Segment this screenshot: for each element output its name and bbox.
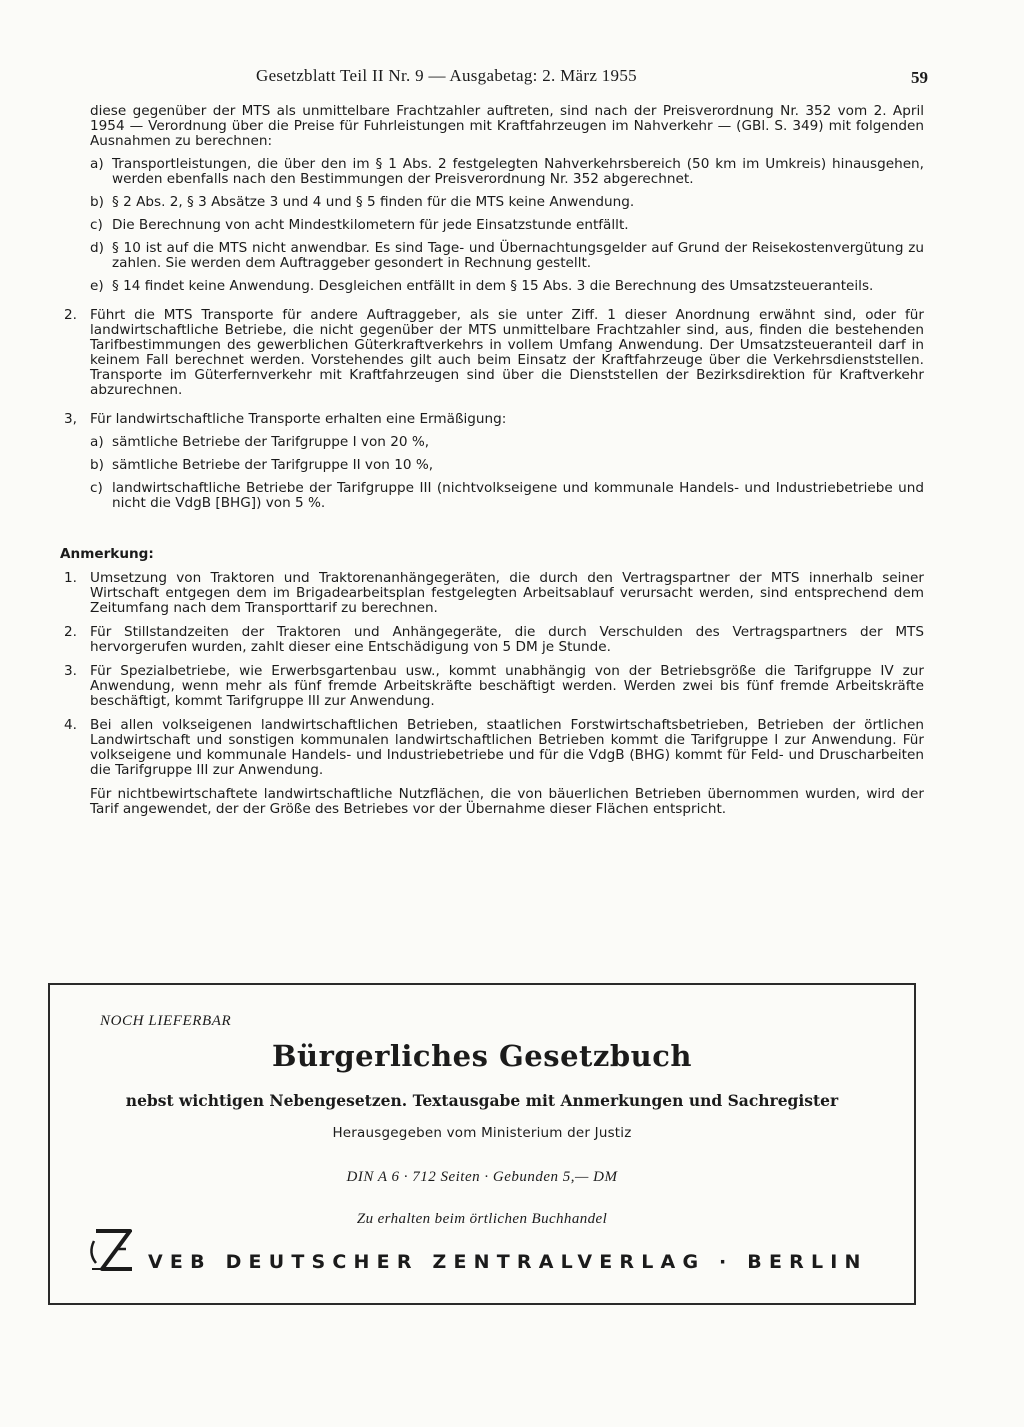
item-text: Transportleistungen, die über den im § 1 Abs. 2 festgelegten Nahverkehrsbereich (50 km im Umkreis) hinausgehen, werden ebenfalls nach den Bestimmungen der Preisverordnung Nr. 352 abgerechnet. — [112, 156, 924, 187]
item-label: a) — [90, 434, 104, 450]
list-item-1b — [60, 195, 924, 210]
section-3 — [60, 412, 924, 427]
note-text: Umsetzung von Traktoren und Traktorenanhängegeräten, die durch den Vertragspartner der MTS innerhalb seiner Wirtschaft entgegen dem im Brigadearbeitsplan festgelegten Arbeitsablauf verursacht werden, sind entsprechend dem Zeitumfang nach dem Transporttarif zu berechnen. — [90, 570, 924, 616]
note-text: Bei allen volkseigenen landwirtschaftlichen Betrieben, staatlichen Forstwirtschaftsbetrieben, Betrieben der örtlichen Landwirtschaft und sonstigen kommunalen landwirtschaftlichen Betrieben kommt die Tarifgruppe I zur Anwendung. Für volkseigene und kommunale Handels- und Industriebetriebe und für die VdgB (BHG) kommt für Feld- und Druscharbeiten die Tarifgruppe III zur Anwendung. — [90, 717, 924, 778]
item-text: landwirtschaftliche Betriebe der Tarifgruppe III (nichtvolkseigene und kommunale Handels- und Industriebetriebe und nicht die VdgB [BHG]) von 5 %. — [112, 480, 924, 511]
page-number: 59 — [911, 68, 928, 87]
item-text: § 14 findet keine Anwendung. Desgleichen entfällt in dem § 15 Abs. 3 die Berechnung des Umsatzsteueranteils. — [112, 278, 874, 294]
zentralverlag-logo-icon — [86, 1223, 138, 1279]
note-number: 2. — [64, 624, 77, 640]
ad-subtitle: nebst wichtigen Nebengesetzen. Textausgabe mit Anmerkungen und Sachregister — [125, 1091, 839, 1110]
note-item-2 — [60, 625, 924, 655]
item-label: c) — [90, 480, 103, 496]
note-text: Für Spezialbetriebe, wie Erwerbsgartenbau usw., kommt unabhängig von der Betriebsgröße die Tarifgruppe IV zur Anwendung, wenn mehr als fünf fremde Arbeitskräfte beschäftigt werden. Werden zwei bis fünf fremde Arbeitskräfte beschäftigt, kommt Tarifgruppe III zur Anwendung. — [90, 663, 924, 709]
item-text: § 10 ist auf die MTS nicht anwendbar. Es sind Tage- und Übernachtungsgelder auf Grund der Reisekostenvergütung zu zahlen. Sie werden dem Auftraggeber gesondert in Rechnung gestellt. — [112, 240, 924, 271]
notes-heading: Anmerkung: — [60, 546, 154, 562]
ad-format-line: DIN A 6 · 712 Seiten · Gebunden 5,— DM — [346, 1169, 618, 1185]
ad-tag: NOCH LIEFERBAR — [100, 1013, 232, 1029]
list-item-1c — [60, 218, 924, 233]
note-number: 1. — [64, 570, 77, 586]
note-number: 4. — [64, 717, 77, 733]
note-item-1 — [60, 571, 924, 616]
header-title: Gesetzblatt Teil II Nr. 9 — Ausgabetag: 2. März 1955 — [256, 66, 637, 85]
item-label: d) — [90, 240, 104, 256]
section-2 — [60, 308, 924, 398]
section-text: Führt die MTS Transporte für andere Auftraggeber, als sie unter Ziff. 1 dieser Anordnung erwähnt sind, oder für landwirtschaftliche Betriebe, die nicht gegenüber der MTS unmittelbare Frachtzahler sind, aus, finden die bestehenden Tarifbestimmungen des gewerblichen Güterkraftverkehrs in vollem Umfang Anwendung. Der Umsatzsteueranteil darf in keinem Fall berechnet werden. Vorstehendes gilt auch beim Einsatz der Kraftfahrzeuge über die Verkehrsdienststellen. Transporte im Güterfernverkehr mit Kraftfahrzeugen sind über die Dienststellen der Bezirksdirektion für Kraftverkehr abzurechnen. — [90, 307, 924, 398]
section-number: 2. — [64, 307, 77, 323]
item-text: sämtliche Betriebe der Tarifgruppe I von 20 %, — [112, 434, 430, 450]
list-item-3a — [60, 435, 924, 450]
note-item-4 — [60, 718, 924, 778]
item-label: c) — [90, 217, 103, 233]
note-text: Für Stillstandzeiten der Traktoren und Anhängegeräte, die durch Verschulden des Vertragspartners der MTS hervorgerufen wurden, zahlt dieser eine Entschädigung von 5 DM je Stunde. — [90, 624, 924, 655]
book-advertisement — [48, 983, 916, 1305]
ad-imprint: VEB DEUTSCHER ZENTRALVERLAG · BERLIN — [148, 1251, 868, 1273]
section-text: Für landwirtschaftliche Transporte erhalten eine Ermäßigung: — [90, 411, 507, 427]
item-label: a) — [90, 156, 104, 172]
ad-title: Bürgerliches Gesetzbuch — [272, 1039, 692, 1073]
list-item-1e — [60, 279, 924, 294]
intro-paragraph: diese gegenüber der MTS als unmittelbare Frachtzahler auftreten, sind nach der Preisverordnung Nr. 352 vom 2. April 1954 — Verordnung über die Preise für Fuhrleistungen mit Kraftfahrzeugen im Nahverkehr — (GBl. S. 349) mit folgenden Ausnahmen zu berechnen: — [90, 103, 924, 149]
section-number: 3, — [64, 411, 77, 427]
ad-availability-line: Zu erhalten beim örtlichen Buchhandel — [356, 1211, 608, 1227]
notes-closing-paragraph: Für nichtbewirtschaftete landwirtschaftliche Nutzflächen, die von bäuerlichen Betrieben übernommen wurden, wird der Tarif angewendet, der der Größe des Betriebes vor der Übernahme dieser Flächen entspricht. — [90, 786, 924, 817]
item-label: e) — [90, 278, 104, 294]
body-text — [60, 104, 924, 817]
ad-publisher-line: Herausgegeben vom Ministerium der Justiz — [332, 1125, 632, 1141]
logo-graphic — [86, 1223, 138, 1279]
item-text: § 2 Abs. 2, § 3 Absätze 3 und 4 und § 5 finden für die MTS keine Anwendung. — [112, 194, 635, 210]
list-item-3b — [60, 458, 924, 473]
item-label: b) — [90, 457, 104, 473]
item-label: b) — [90, 194, 104, 210]
list-item-1a — [60, 157, 924, 187]
note-number: 3. — [64, 663, 77, 679]
list-item-1d — [60, 241, 924, 271]
page-header — [90, 66, 930, 96]
item-text: sämtliche Betriebe der Tarifgruppe II von 10 %, — [112, 457, 434, 473]
list-item-3c — [60, 481, 924, 511]
item-text: Die Berechnung von acht Mindestkilometern für jede Einsatzstunde entfällt. — [112, 217, 629, 233]
note-item-3 — [60, 664, 924, 709]
